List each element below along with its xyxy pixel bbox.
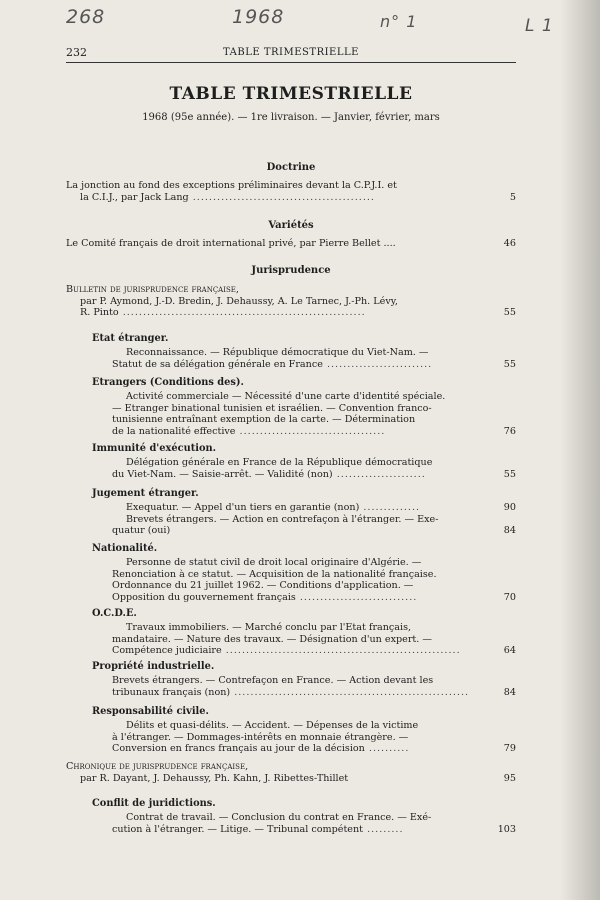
- subject-body: [112, 622, 516, 657]
- entry-line: Travaux immobiliers. — Marché conclu par l'Etat français,: [126, 622, 412, 633]
- toc-entry-doctrine: [66, 180, 516, 203]
- entry-line: Chronique de jurisprudence française,: [66, 761, 249, 772]
- entry-line: tunisienne entraînant exemption de la carte. — Détermination: [112, 414, 416, 426]
- subject-heading: Jugement étranger.: [92, 488, 199, 499]
- entry-line: — Etranger binational tunisien et israélien. — Convention franco-: [112, 402, 432, 414]
- page-ref: 70: [503, 591, 516, 603]
- subject-body: [112, 347, 516, 370]
- entry-line: Reconnaissance. — République démocratique du Viet-Nam. —: [126, 347, 429, 358]
- subject-heading: Responsabilité civile.: [92, 706, 209, 717]
- section-heading-jurisprudence: Jurisprudence: [251, 265, 331, 276]
- page-title: TABLE TRIMESTRIELLE: [169, 84, 413, 104]
- section-heading-varietes: Variétés: [268, 220, 314, 231]
- entry-line: Conversion en francs français au jour de la décision ..........: [112, 743, 410, 755]
- handwritten-note: 268: [66, 6, 106, 28]
- subject-heading: Etat étranger.: [92, 333, 169, 344]
- entry-line: Activité commerciale — Nécessité d'une carte d'identité spéciale.: [126, 391, 446, 402]
- entry-line: Opposition du gouvernement français .............................: [112, 591, 418, 603]
- entry-line: du Viet-Nam. — Saisie-arrêt. — Validité (non) ......................: [112, 468, 426, 480]
- page-ref: 95: [503, 772, 516, 784]
- entry-line: R. Pinto ............................................................: [80, 307, 366, 319]
- entry-line: Délits et quasi-délits. — Accident. — Dépenses de la victime: [126, 720, 419, 731]
- entry-line: Le Comité français de droit international privé, par Pierre Bellet ....: [66, 238, 396, 249]
- subject-heading: Nationalité.: [92, 543, 158, 554]
- entry-line: Contrat de travail. — Conclusion du contrat en France. — Exé-: [126, 812, 432, 823]
- page-ref: 90: [503, 502, 516, 513]
- entry-line: Bulletin de jurisprudence française,: [66, 284, 239, 295]
- toc-entry-chronique: [66, 761, 516, 784]
- entry-line: quatur (oui): [112, 525, 171, 537]
- page-ref: 55: [503, 468, 516, 480]
- entry-line: Compétence judiciaire ..........................................................: [112, 645, 461, 657]
- entry-line: par P. Aymond, J.-D. Bredin, J. Dehaussy, A. Le Tarnec, J.-Ph. Lévy,: [80, 295, 398, 307]
- subject-heading: Propriété industrielle.: [92, 661, 215, 672]
- page-ref: 76: [503, 425, 516, 437]
- entry-line: la C.I.J., par Jack Lang .............................................: [80, 191, 375, 203]
- subject-body: [112, 675, 516, 698]
- entry-line: Statut de sa délégation générale en France ..........................: [112, 358, 433, 370]
- issue-subtitle: 1968 (95e année). — 1re livraison. — Janvier, février, mars: [142, 112, 440, 123]
- subject-body: [112, 720, 516, 755]
- handwritten-note: 1968: [232, 6, 285, 28]
- page-edge-shadow: [560, 0, 600, 900]
- toc-entry-bulletin: [66, 284, 516, 319]
- page-number: 232: [66, 46, 87, 59]
- entry-line: tribunaux français (non) ..........................................................: [112, 686, 470, 698]
- entry-line: Délégation générale en France de la République démocratique: [126, 457, 433, 468]
- handwritten-note: L 1: [525, 16, 554, 36]
- entry-line: de la nationalité effective ....................................: [112, 425, 386, 437]
- entry-line: Brevets étrangers. — Contrefaçon en France. — Action devant les: [112, 675, 434, 686]
- subject-body: [112, 391, 516, 437]
- entry-line: à l'étranger. — Dommages-intérêts en monnaie étrangère. —: [112, 731, 409, 743]
- entry-line: Renonciation à ce statut. — Acquisition de la nationalité française.: [112, 568, 437, 580]
- toc-entry-varietes: [66, 238, 516, 250]
- page-ref: 64: [503, 645, 516, 657]
- page-ref: 84: [503, 525, 516, 537]
- page-ref: 79: [503, 743, 516, 755]
- subject-body: [112, 812, 516, 835]
- running-head: [66, 44, 516, 63]
- entry-line: La jonction au fond des exceptions préliminaires devant la C.P.J.I. et: [66, 180, 397, 191]
- page-ref: 5: [509, 191, 516, 203]
- section-heading-doctrine: Doctrine: [266, 162, 316, 173]
- subject-heading: O.C.D.E.: [92, 608, 137, 619]
- subject-heading: Conflit de juridictions.: [92, 798, 216, 809]
- handwritten-note: n° 1: [380, 12, 418, 31]
- subject-heading: Etrangers (Conditions des).: [92, 377, 244, 388]
- page-ref: 84: [503, 686, 516, 698]
- entry-line: Exequatur. — Appel d'un tiers en garantie (non) ..............: [126, 502, 421, 513]
- subject-body: [112, 502, 516, 537]
- entry-line: cution à l'étranger. — Litige. — Tribunal compétent .........: [112, 823, 404, 835]
- running-title: TABLE TRIMESTRIELLE: [223, 47, 359, 58]
- entry-line: mandataire. — Nature des travaux. — Désignation d'un expert. —: [112, 633, 432, 645]
- page-ref: 46: [503, 238, 516, 249]
- page-ref: 55: [503, 358, 516, 370]
- entry-line: Ordonnance du 21 juillet 1962. — Conditions d'application. —: [112, 580, 414, 592]
- entry-line: par R. Dayant, J. Dehaussy, Ph. Kahn, J. Ribettes-Thillet: [80, 772, 349, 784]
- page-ref: 103: [497, 823, 516, 835]
- page-ref: 55: [503, 307, 516, 319]
- entry-line: Personne de statut civil de droit local originaire d'Algérie. —: [126, 557, 422, 568]
- subject-body: [112, 457, 516, 480]
- subject-heading: Immunité d'exécution.: [92, 443, 217, 454]
- entry-line: Brevets étrangers. — Action en contrefaçon à l'étranger. — Exe-: [126, 513, 439, 525]
- subject-body: [112, 557, 516, 603]
